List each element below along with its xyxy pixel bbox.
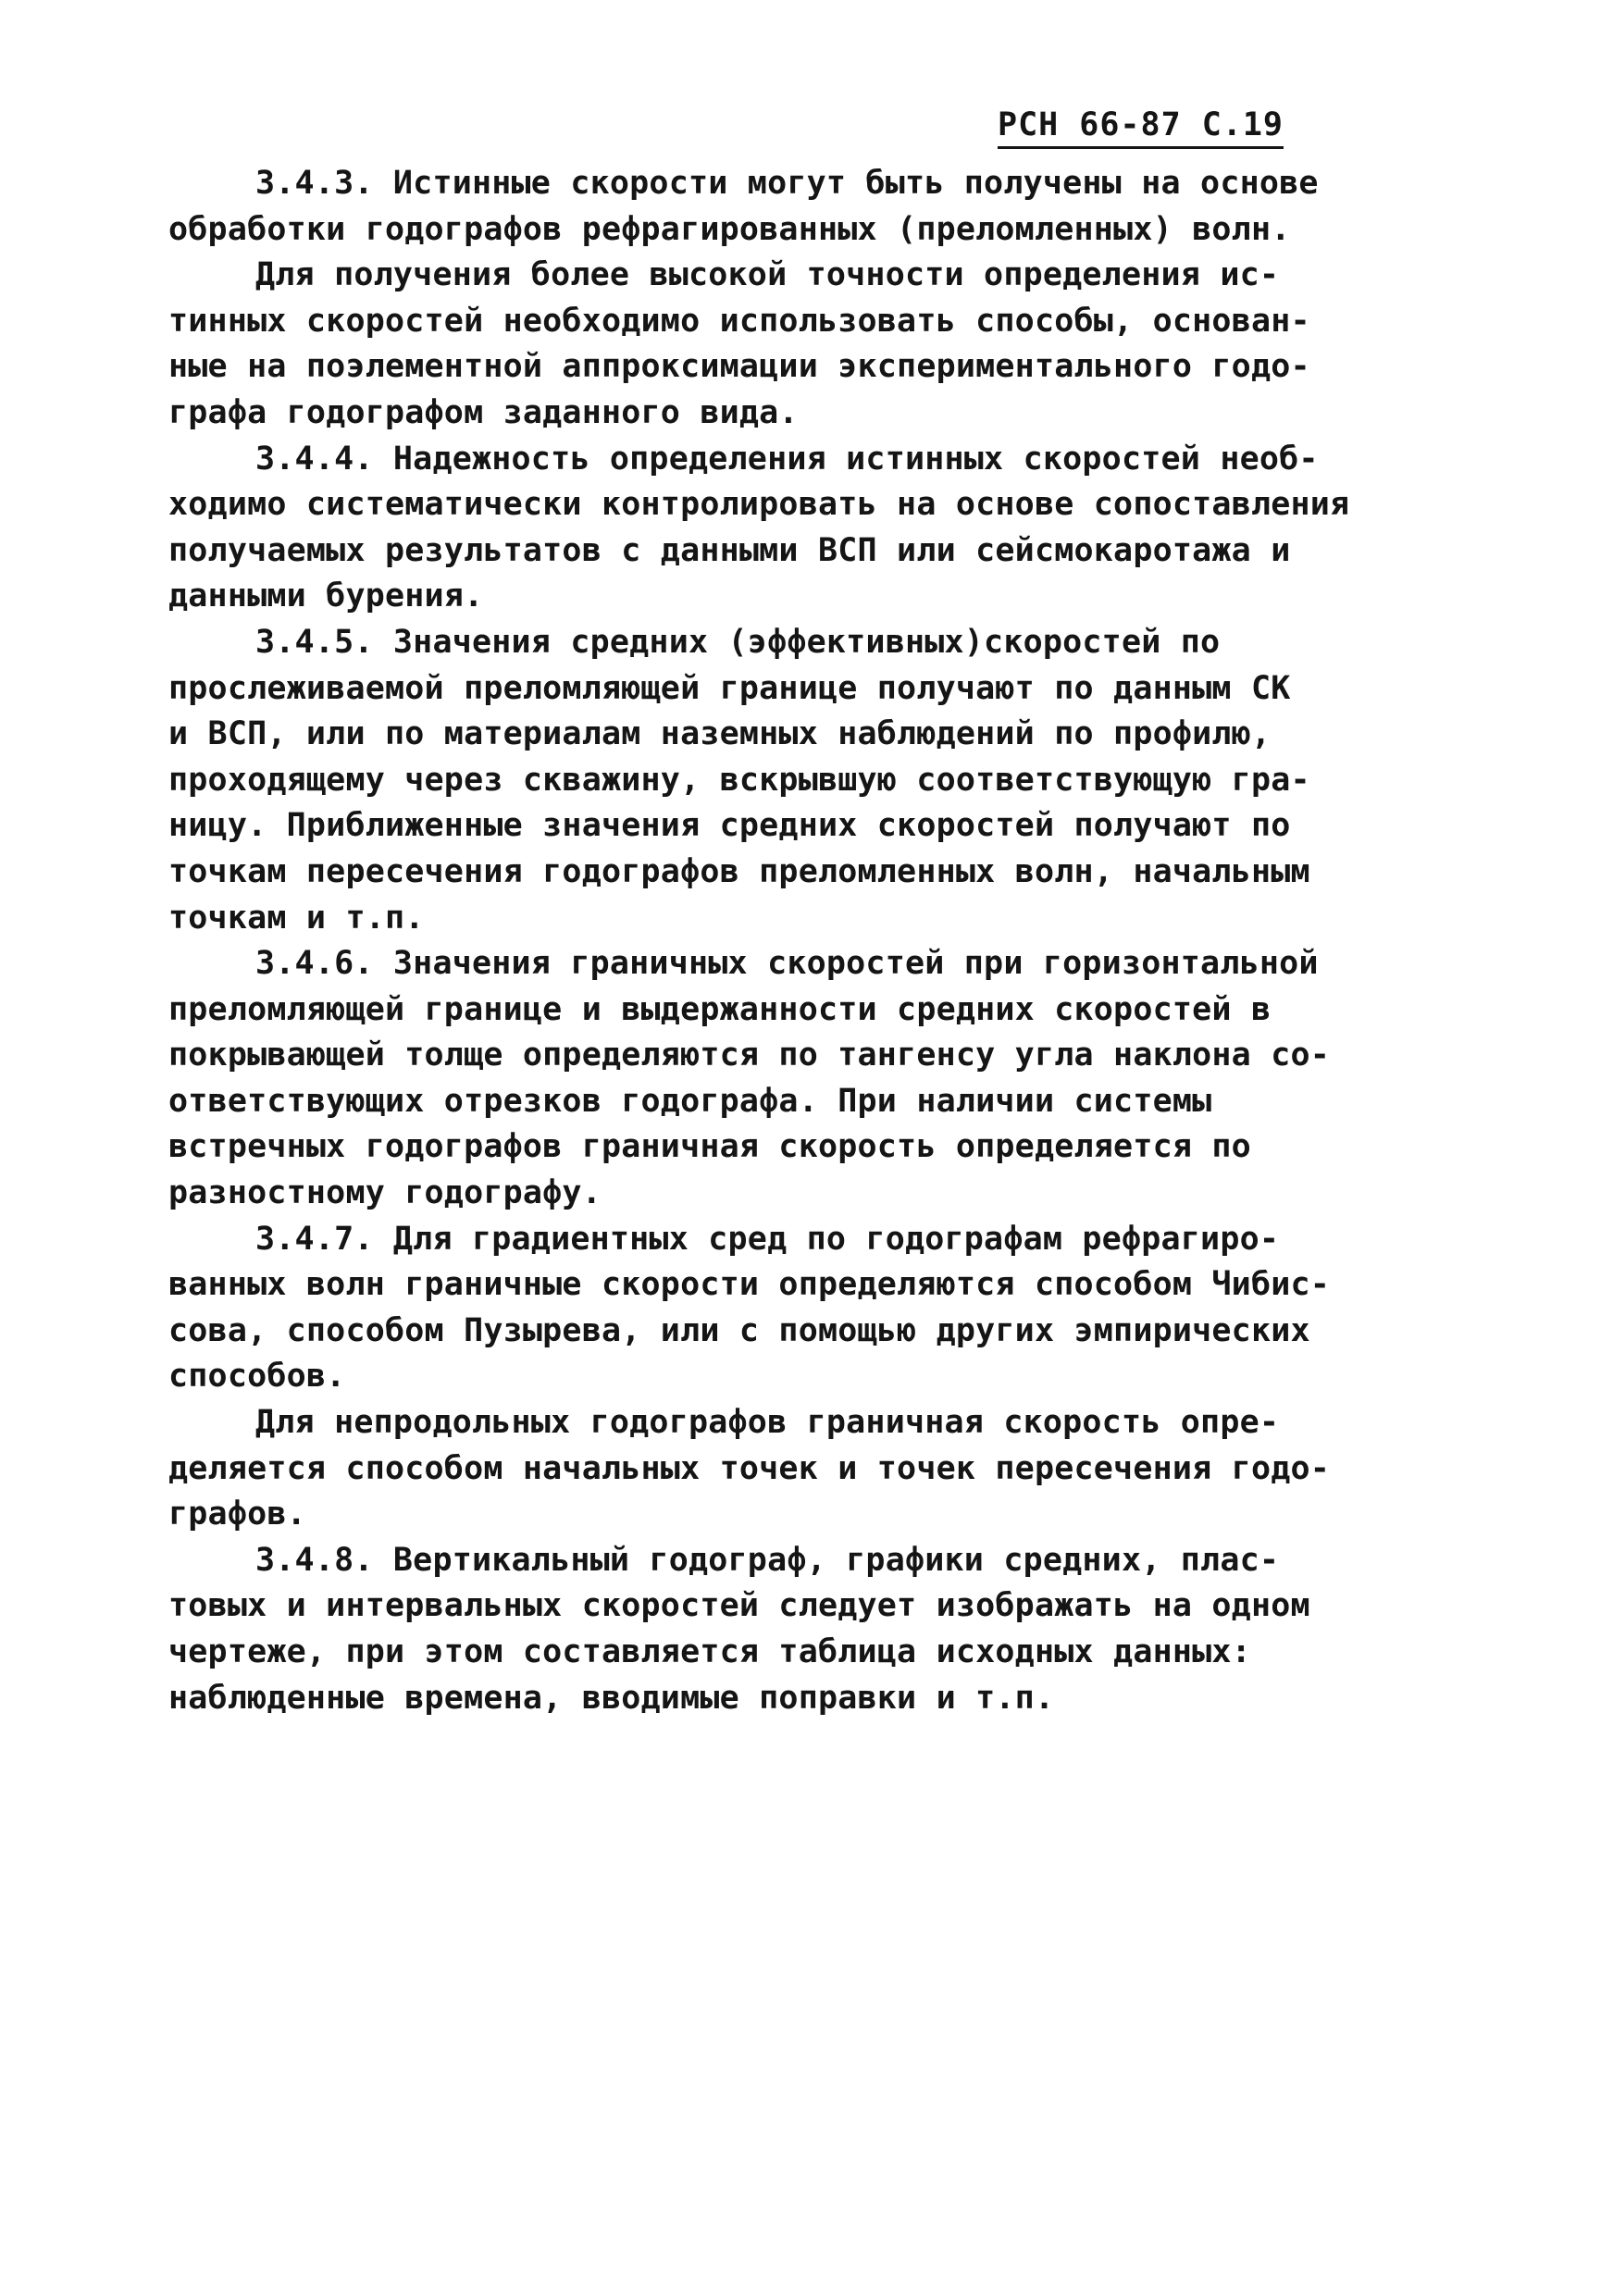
- paragraph-3-4-4: [168, 437, 1350, 620]
- text-line: деляется способом начальных точек и точек пересечения годо-: [168, 1449, 1331, 1487]
- body-text: [168, 161, 1350, 1721]
- text-line: точкам и т.п.: [168, 899, 425, 937]
- text-line: 3.4.7. Для градиентных сред по годографам рефрагиро-: [255, 1220, 1280, 1258]
- text-line: тинных скоростей необходимо использовать способы, основан-: [168, 302, 1310, 340]
- text-line: сова, способом Пузырева, или с помощью других эмпирических: [168, 1311, 1310, 1349]
- text-line: 3.4.6. Значения граничных скоростей при горизонтальной: [255, 945, 1319, 983]
- text-line: 3.4.3. Истинные скорости могут быть получены на основе: [255, 165, 1319, 202]
- text-line: ходимо систематически контролировать на основе сопоставления: [168, 486, 1350, 524]
- paragraph-3-4-7: [168, 1217, 1331, 1400]
- text-line: получаемых результатов с данными ВСП или сейсмокаротажа и: [168, 531, 1291, 569]
- paragraph-3-4-8: [168, 1538, 1310, 1721]
- text-line: Для непродольных годографов граничная скорость опре-: [255, 1404, 1280, 1442]
- text-line: ницу. Приближенные значения средних скоростей получают по: [168, 807, 1291, 845]
- text-line: чертеже, при этом составляется таблица исходных данных:: [168, 1633, 1251, 1670]
- text-line: 3.4.8. Вертикальный годограф, графики средних, плас-: [255, 1541, 1280, 1579]
- text-line: графов.: [168, 1496, 306, 1533]
- text-line: товых и интервальных скоростей следует изображать на одном: [168, 1587, 1310, 1625]
- text-line: ванных волн граничные скорости определяются способом Чибис-: [168, 1266, 1331, 1304]
- paragraph-3-4-3: [168, 161, 1319, 253]
- text-line: способов.: [168, 1358, 346, 1396]
- paragraph-accuracy: [168, 253, 1310, 436]
- text-line: Для получения более высокой точности определения ис-: [255, 256, 1280, 294]
- text-line: обработки годографов рефрагированных (преломленных) волн.: [168, 210, 1291, 248]
- paragraph-3-4-5: [168, 620, 1310, 941]
- text-line: графа годографом заданного вида.: [168, 393, 799, 431]
- paragraph-3-4-6: [168, 941, 1331, 1217]
- text-line: и ВСП, или по материалам наземных наблюдений по профилю,: [168, 715, 1272, 753]
- text-line: ответствующих отрезков годографа. При наличии системы: [168, 1082, 1212, 1120]
- text-line: наблюденные времена, вводимые поправки и т.п.: [168, 1679, 1055, 1717]
- text-line: ные на поэлементной аппроксимации экспериментального годо-: [168, 348, 1310, 386]
- text-line: встречных годографов граничная скорость определяется по: [168, 1128, 1251, 1166]
- text-line: покрывающей толще определяются по тангенсу угла наклона со-: [168, 1036, 1331, 1074]
- document-reference: РСН 66-87 С.19: [998, 106, 1284, 149]
- text-line: прослеживаемой преломляющей границе получают по данным СК: [168, 669, 1291, 707]
- text-line: 3.4.5. Значения средних (эффективных)скоростей по: [255, 623, 1221, 661]
- text-line: преломляющей границе и выдержанности средних скоростей в: [168, 990, 1272, 1028]
- text-line: данными бурения.: [168, 577, 484, 615]
- text-line: проходящему через скважину, вскрывшую соответствующую гра-: [168, 761, 1310, 799]
- text-line: 3.4.4. Надежность определения истинных скоростей необ-: [255, 440, 1319, 478]
- text-line: точкам пересечения годографов преломленных волн, начальным: [168, 852, 1310, 890]
- text-line: разностному годографу.: [168, 1174, 602, 1212]
- paragraph-nonlongitudinal: [168, 1400, 1331, 1538]
